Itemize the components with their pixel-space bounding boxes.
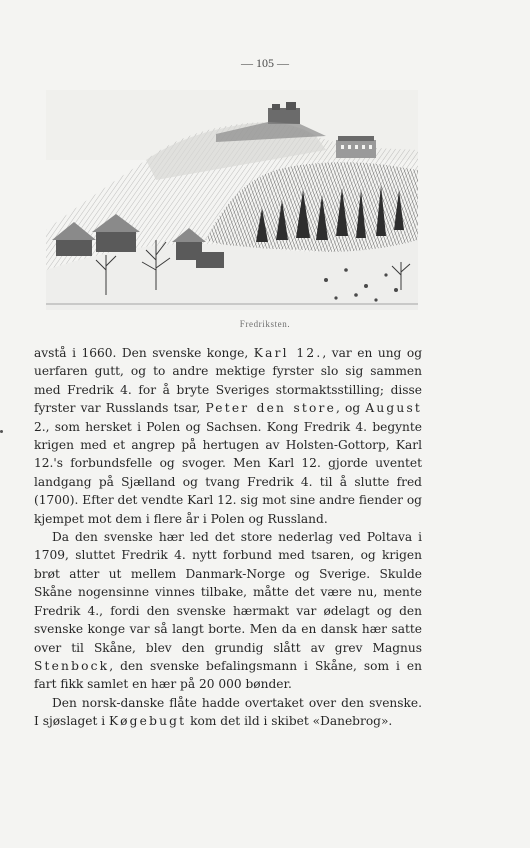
text-segment: kom det ild i skibet «Danebrog». (186, 714, 393, 729)
spaced-name: Peter den store (205, 401, 336, 416)
text-segment: 2., som hersket i Polen og Sachsen. Kong Fredrik 4. begynte krigen med et angrep på hertugen av Holsten-Gottorp, Karl 12.'s forbundsfelle og svoger. Men Karl 12. gjorde uventet landgang på Sjælland og tvang Fredrik 4. til å slutte fred (1700). Efter det vendte Karl 12. sig mot sine andre fiender og kjempet mot dem i flere år i Polen og Russland. (34, 419, 422, 526)
text-segment: Da den svenske hær led det store nederlag ved Poltava i 1709, sluttet Fredrik 4. nytt forbund med tsaren, og krigen brøt atter ut mellem Danmark-Norge og Sverige. Skulde Skåne nogensinne vinnes tilbake, måtte det være nu, mente Fredrik 4., fordi den svenske hærmakt var ødelagt og den svenske konge var så langt borte. Men da en dansk hær satte over til Skåne, blev den grundig slått av grev Magnus (34, 530, 422, 655)
paragraph-p2 (34, 528, 422, 694)
text-segment: avstå i 1660. Den svenske konge, (34, 346, 254, 360)
text-segment: , den svenske befalingsmann i Skåne, som i en fart fikk samlet en hær på 20 000 bønder. (34, 658, 422, 692)
illustration-caption: Fredriksten. (239, 319, 291, 329)
text-segment: , var en ung og uerfaren gutt, og to andre mektige fyrster slo sig sammen med Fredrik 4. for å bryte Sveriges stormaktsstilling; disse fyrster var Russlands tsar, (34, 346, 422, 416)
page-number: — 105 — (241, 56, 289, 70)
paragraph-p1 (34, 344, 422, 528)
fredriksten-illustration (46, 90, 418, 310)
spaced-name: Stenbock (34, 658, 110, 673)
spaced-name: Karl 12. (253, 346, 323, 360)
text-segment: , og (335, 401, 366, 416)
body-text (34, 344, 422, 731)
text-segment: Den norsk-danske flåte hadde overtaket over den svenske. I sjøslaget i (34, 695, 422, 729)
spaced-name: Køgebugt (109, 714, 187, 729)
paragraph-p3 (34, 694, 422, 731)
margin-mark (0, 430, 3, 433)
spaced-name: August (365, 401, 422, 416)
